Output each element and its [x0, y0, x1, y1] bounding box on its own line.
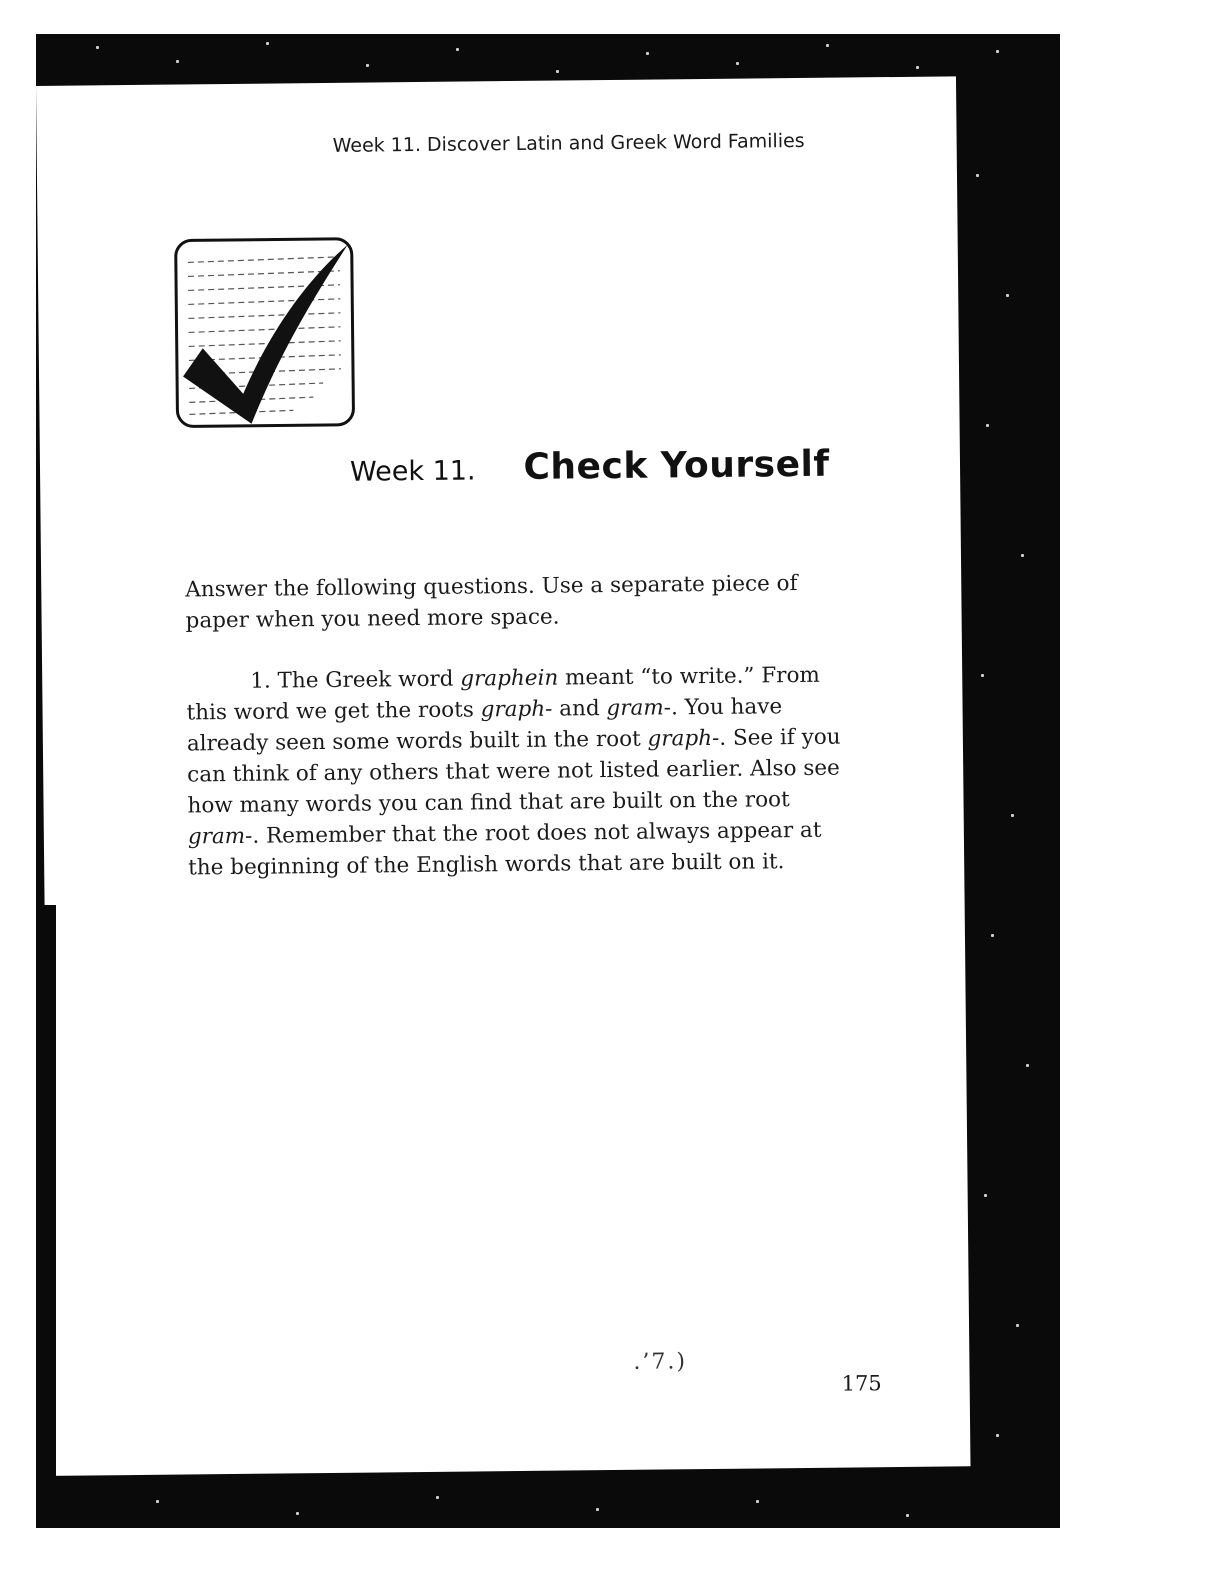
running-head: Week 11. Discover Latin and Greek Word Families	[332, 129, 805, 157]
page-number: 175	[841, 1371, 882, 1396]
question-text: meant “to write.” From this word we get the roots	[186, 662, 820, 726]
question-text: . You have already seen some words built in the root	[186, 694, 783, 757]
section-heading: Check Yourself	[523, 443, 830, 488]
intro-paragraph: Answer the following questions. Use a separate piece of paper when you need more space.	[185, 571, 798, 634]
latin-term: gram-	[606, 695, 672, 722]
question-text: . See if you can think of any others that were not listed earlier. Also see how many words you can find that are built on the root	[187, 724, 841, 819]
stray-mark: .’7.)	[633, 1349, 688, 1375]
page-sheet	[36, 76, 971, 1476]
question-1	[186, 660, 848, 884]
question-text: . Remember that the root does not always appear at the beginning of the English words that are built on it.	[188, 817, 822, 881]
page-title	[350, 444, 830, 490]
question-text: The Greek word	[270, 666, 461, 694]
latin-term: graph-	[480, 696, 553, 723]
latin-term: gram-	[187, 823, 253, 850]
question-text: and	[552, 696, 607, 722]
scan-edge	[36, 905, 56, 1525]
checkmark-notepad-icon	[172, 235, 358, 431]
latin-term: graph-	[647, 725, 720, 752]
latin-term: graphein	[460, 665, 559, 692]
question-number: 1.	[250, 668, 271, 694]
body-text	[185, 568, 848, 884]
week-label: Week 11.	[349, 455, 476, 488]
